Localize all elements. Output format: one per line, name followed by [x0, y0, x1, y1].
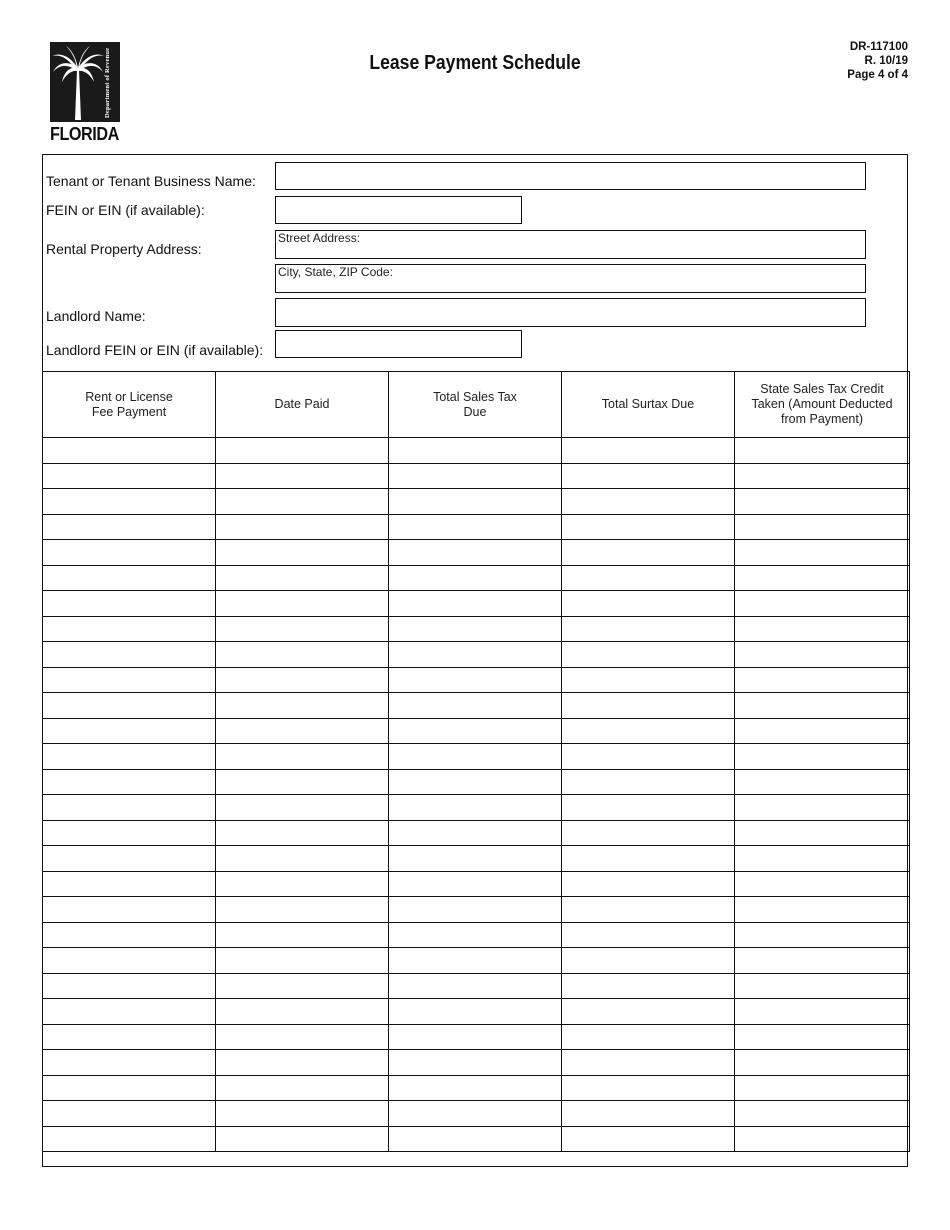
cell-credit-taken[interactable] [735, 1050, 910, 1076]
city-state-zip-sublabel: City, State, ZIP Code: [278, 265, 393, 279]
column-header-sales-tax-due: Total Sales Tax Due [389, 372, 562, 438]
table-row [43, 514, 910, 540]
column-header-credit-taken: State Sales Tax Credit Taken (Amount Deducted from Payment) [735, 372, 910, 438]
cell-rent-payment[interactable] [43, 922, 216, 948]
cell-rent-payment[interactable] [43, 1075, 216, 1101]
cell-date-paid[interactable] [216, 489, 389, 515]
cell-sales-tax-due[interactable] [389, 820, 562, 846]
cell-date-paid[interactable] [216, 591, 389, 617]
cell-rent-payment[interactable] [43, 489, 216, 515]
cell-surtax-due[interactable] [562, 871, 735, 897]
cell-sales-tax-due[interactable] [389, 922, 562, 948]
cell-sales-tax-due[interactable] [389, 744, 562, 770]
landlord-fein-field[interactable] [275, 330, 522, 358]
cell-date-paid[interactable] [216, 973, 389, 999]
cell-surtax-due[interactable] [562, 1024, 735, 1050]
table-row [43, 973, 910, 999]
cell-credit-taken[interactable] [735, 948, 910, 974]
cell-credit-taken[interactable] [735, 693, 910, 719]
cell-surtax-due[interactable] [562, 438, 735, 464]
cell-rent-payment[interactable] [43, 871, 216, 897]
cell-surtax-due[interactable] [562, 1050, 735, 1076]
cell-rent-payment[interactable] [43, 1050, 216, 1076]
column-header-surtax-due: Total Surtax Due [562, 372, 735, 438]
cell-surtax-due[interactable] [562, 1101, 735, 1127]
cell-credit-taken[interactable] [735, 1101, 910, 1127]
cell-rent-payment[interactable] [43, 514, 216, 540]
cell-rent-payment[interactable] [43, 999, 216, 1025]
landlord-name-field[interactable] [275, 298, 866, 327]
cell-surtax-due[interactable] [562, 565, 735, 591]
cell-rent-payment[interactable] [43, 565, 216, 591]
cell-date-paid[interactable] [216, 616, 389, 642]
cell-sales-tax-due[interactable] [389, 871, 562, 897]
cell-sales-tax-due[interactable] [389, 846, 562, 872]
cell-sales-tax-due[interactable] [389, 667, 562, 693]
cell-date-paid[interactable] [216, 897, 389, 923]
cell-sales-tax-due[interactable] [389, 1126, 562, 1152]
form-meta [847, 40, 908, 82]
cell-credit-taken[interactable] [735, 897, 910, 923]
cell-credit-taken[interactable] [735, 514, 910, 540]
table-row [43, 1024, 910, 1050]
cell-rent-payment[interactable] [43, 540, 216, 566]
cell-sales-tax-due[interactable] [389, 514, 562, 540]
table-row [43, 616, 910, 642]
page-number: Page 4 of 4 [847, 69, 908, 81]
table-row [43, 540, 910, 566]
table-row [43, 693, 910, 719]
cell-rent-payment[interactable] [43, 795, 216, 821]
cell-surtax-due[interactable] [562, 718, 735, 744]
cell-date-paid[interactable] [216, 846, 389, 872]
cell-surtax-due[interactable] [562, 489, 735, 515]
cell-credit-taken[interactable] [735, 565, 910, 591]
property-address-label: Rental Property Address: [46, 241, 202, 257]
column-header-rent-payment: Rent or License Fee Payment [43, 372, 216, 438]
column-header-date-paid: Date Paid [216, 372, 389, 438]
table-row [43, 999, 910, 1025]
street-address-sublabel: Street Address: [278, 231, 361, 245]
cell-surtax-due[interactable] [562, 922, 735, 948]
cell-credit-taken[interactable] [735, 846, 910, 872]
cell-credit-taken[interactable] [735, 769, 910, 795]
street-address-field[interactable] [275, 230, 866, 259]
cell-sales-tax-due[interactable] [389, 1075, 562, 1101]
table-row [43, 1075, 910, 1101]
cell-sales-tax-due[interactable] [389, 795, 562, 821]
logo-side-text: Department of Revenue [104, 47, 111, 119]
cell-rent-payment[interactable] [43, 948, 216, 974]
cell-credit-taken[interactable] [735, 642, 910, 668]
cell-rent-payment[interactable] [43, 744, 216, 770]
cell-date-paid[interactable] [216, 718, 389, 744]
cell-date-paid[interactable] [216, 769, 389, 795]
cell-sales-tax-due[interactable] [389, 1050, 562, 1076]
cell-surtax-due[interactable] [562, 667, 735, 693]
city-state-zip-field[interactable] [275, 264, 866, 293]
tenant-fein-label: FEIN or EIN (if available): [46, 202, 205, 218]
table-row [43, 897, 910, 923]
table-row [43, 1126, 910, 1152]
table-row [43, 871, 910, 897]
cell-credit-taken[interactable] [735, 744, 910, 770]
cell-surtax-due[interactable] [562, 463, 735, 489]
table-body [43, 438, 910, 1152]
cell-rent-payment[interactable] [43, 667, 216, 693]
cell-surtax-due[interactable] [562, 616, 735, 642]
cell-date-paid[interactable] [216, 744, 389, 770]
cell-rent-payment[interactable] [43, 463, 216, 489]
cell-credit-taken[interactable] [735, 820, 910, 846]
cell-credit-taken[interactable] [735, 999, 910, 1025]
cell-rent-payment[interactable] [43, 616, 216, 642]
table-row [43, 948, 910, 974]
cell-credit-taken[interactable] [735, 1024, 910, 1050]
page-title: Lease Payment Schedule [369, 52, 581, 74]
cell-sales-tax-due[interactable] [389, 1024, 562, 1050]
cell-surtax-due[interactable] [562, 999, 735, 1025]
cell-sales-tax-due[interactable] [389, 973, 562, 999]
table-row [43, 642, 910, 668]
cell-credit-taken[interactable] [735, 718, 910, 744]
florida-dor-logo [50, 42, 122, 144]
table-row [43, 820, 910, 846]
cell-rent-payment[interactable] [43, 591, 216, 617]
cell-date-paid[interactable] [216, 642, 389, 668]
cell-date-paid[interactable] [216, 1050, 389, 1076]
table-row [43, 1101, 910, 1127]
cell-sales-tax-due[interactable] [389, 718, 562, 744]
cell-date-paid[interactable] [216, 1101, 389, 1127]
cell-sales-tax-due[interactable] [389, 565, 562, 591]
cell-rent-payment[interactable] [43, 642, 216, 668]
cell-credit-taken[interactable] [735, 463, 910, 489]
table-row [43, 489, 910, 515]
cell-date-paid[interactable] [216, 922, 389, 948]
cell-date-paid[interactable] [216, 1126, 389, 1152]
cell-credit-taken[interactable] [735, 616, 910, 642]
cell-surtax-due[interactable] [562, 897, 735, 923]
cell-rent-payment[interactable] [43, 1126, 216, 1152]
cell-rent-payment[interactable] [43, 1024, 216, 1050]
table-header-row [43, 372, 910, 438]
cell-credit-taken[interactable] [735, 795, 910, 821]
cell-surtax-due[interactable] [562, 973, 735, 999]
cell-date-paid[interactable] [216, 693, 389, 719]
cell-credit-taken[interactable] [735, 871, 910, 897]
cell-rent-payment[interactable] [43, 718, 216, 744]
form-number: DR-117100 [849, 41, 908, 53]
cell-sales-tax-due[interactable] [389, 642, 562, 668]
cell-surtax-due[interactable] [562, 820, 735, 846]
cell-sales-tax-due[interactable] [389, 769, 562, 795]
cell-rent-payment[interactable] [43, 1101, 216, 1127]
cell-sales-tax-due[interactable] [389, 616, 562, 642]
cell-surtax-due[interactable] [562, 514, 735, 540]
cell-date-paid[interactable] [216, 1024, 389, 1050]
table-row [43, 667, 910, 693]
cell-credit-taken[interactable] [735, 667, 910, 693]
table-row [43, 769, 910, 795]
cell-rent-payment[interactable] [43, 769, 216, 795]
cell-surtax-due[interactable] [562, 744, 735, 770]
table-row [43, 565, 910, 591]
table-row [43, 463, 910, 489]
cell-rent-payment[interactable] [43, 693, 216, 719]
cell-sales-tax-due[interactable] [389, 489, 562, 515]
cell-surtax-due[interactable] [562, 795, 735, 821]
cell-rent-payment[interactable] [43, 438, 216, 464]
table-row [43, 718, 910, 744]
cell-date-paid[interactable] [216, 948, 389, 974]
cell-credit-taken[interactable] [735, 973, 910, 999]
cell-credit-taken[interactable] [735, 489, 910, 515]
landlord-fein-label: Landlord FEIN or EIN (if available): [46, 342, 264, 358]
cell-rent-payment[interactable] [43, 973, 216, 999]
cell-date-paid[interactable] [216, 514, 389, 540]
cell-surtax-due[interactable] [562, 846, 735, 872]
cell-surtax-due[interactable] [562, 769, 735, 795]
cell-date-paid[interactable] [216, 795, 389, 821]
cell-surtax-due[interactable] [562, 1126, 735, 1152]
cell-sales-tax-due[interactable] [389, 463, 562, 489]
cell-date-paid[interactable] [216, 463, 389, 489]
cell-credit-taken[interactable] [735, 540, 910, 566]
cell-sales-tax-due[interactable] [389, 438, 562, 464]
cell-sales-tax-due[interactable] [389, 999, 562, 1025]
cell-surtax-due[interactable] [562, 693, 735, 719]
tenant-name-field[interactable] [275, 162, 866, 190]
cell-sales-tax-due[interactable] [389, 540, 562, 566]
table-row [43, 744, 910, 770]
cell-date-paid[interactable] [216, 667, 389, 693]
cell-date-paid[interactable] [216, 1075, 389, 1101]
cell-sales-tax-due[interactable] [389, 948, 562, 974]
table-row [43, 846, 910, 872]
form-revision: R. 10/19 [864, 55, 908, 67]
cell-surtax-due[interactable] [562, 591, 735, 617]
landlord-name-label: Landlord Name: [46, 308, 146, 324]
cell-surtax-due[interactable] [562, 642, 735, 668]
cell-sales-tax-due[interactable] [389, 897, 562, 923]
cell-date-paid[interactable] [216, 540, 389, 566]
cell-date-paid[interactable] [216, 438, 389, 464]
table-row [43, 795, 910, 821]
cell-surtax-due[interactable] [562, 540, 735, 566]
table-row [43, 591, 910, 617]
cell-surtax-due[interactable] [562, 948, 735, 974]
table-row [43, 1050, 910, 1076]
cell-credit-taken[interactable] [735, 1126, 910, 1152]
cell-date-paid[interactable] [216, 999, 389, 1025]
cell-credit-taken[interactable] [735, 591, 910, 617]
table-row [43, 922, 910, 948]
cell-rent-payment[interactable] [43, 846, 216, 872]
cell-date-paid[interactable] [216, 871, 389, 897]
cell-date-paid[interactable] [216, 565, 389, 591]
cell-credit-taken[interactable] [735, 922, 910, 948]
cell-rent-payment[interactable] [43, 897, 216, 923]
cell-sales-tax-due[interactable] [389, 693, 562, 719]
cell-rent-payment[interactable] [43, 820, 216, 846]
tenant-name-label: Tenant or Tenant Business Name: [46, 173, 256, 189]
table-row [43, 438, 910, 464]
tenant-fein-field[interactable] [275, 196, 522, 224]
cell-credit-taken[interactable] [735, 1075, 910, 1101]
lease-payment-table [42, 371, 910, 1152]
cell-surtax-due[interactable] [562, 1075, 735, 1101]
cell-credit-taken[interactable] [735, 438, 910, 464]
logo-wordmark: FLORIDA [50, 124, 119, 144]
cell-sales-tax-due[interactable] [389, 591, 562, 617]
cell-date-paid[interactable] [216, 820, 389, 846]
cell-sales-tax-due[interactable] [389, 1101, 562, 1127]
